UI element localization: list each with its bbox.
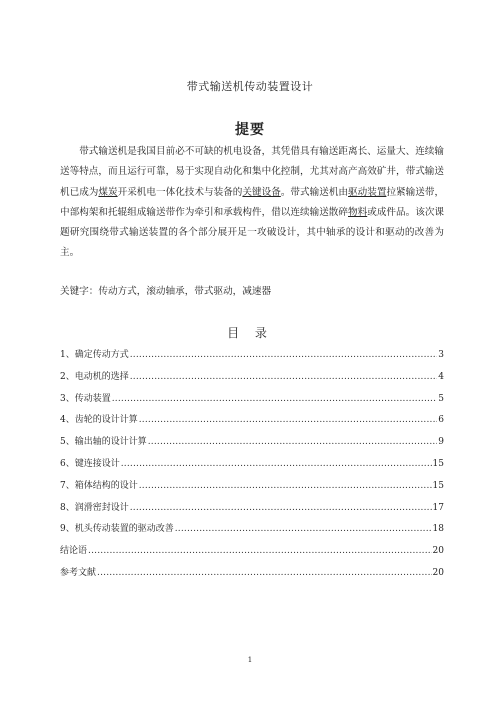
keywords-line: 关键字：传动方式，滚动轴承，带式驱动，减速器	[60, 286, 272, 297]
toc-entry-page: 20	[432, 546, 444, 557]
toc-entry[interactable]	[60, 391, 444, 413]
abstract-text-segment: 或成件品。该次课题研究围绕带式输送装置的各个部分展开足一攻破设计，其中轴承的设计和驱动的改善为主。	[60, 206, 445, 259]
toc-entry-page: 3	[438, 350, 444, 360]
toc-entry-page: 9	[438, 437, 444, 448]
toc-entry-label: 3、传动装置	[60, 393, 111, 404]
abstract-paragraph	[60, 142, 444, 264]
toc-dot-leader	[112, 394, 438, 404]
toc-entry-page: 6	[438, 415, 444, 426]
abstract-text-segment: 带式输送机是我国目前必不可缺的机电设备，其凭借具有输送距离长、运量大、连续输送等特点，而且运行可靠，易于实现自动化和集中化控制，尤其对高产高效矿井，带式输送机已成为	[60, 146, 444, 198]
toc-entry[interactable]	[60, 565, 444, 587]
toc-entry[interactable]	[60, 521, 444, 543]
toc-entry-label: 8、润滑密封设计	[60, 502, 129, 513]
toc-heading: 目 录	[227, 326, 273, 340]
toc-dot-leader	[139, 481, 432, 491]
underlined-term: 物料	[348, 206, 368, 218]
toc-entry-page: 17	[432, 502, 444, 513]
toc-dot-leader	[175, 524, 432, 534]
toc-entry-page: 18	[432, 524, 444, 535]
underlined-term: 驱动装置	[348, 186, 387, 198]
toc-dot-leader	[130, 350, 438, 360]
toc-entry[interactable]	[60, 412, 444, 434]
toc-entry-page: 5	[438, 393, 444, 404]
toc-entry-label: 9、机头传动装置的驱动改善	[60, 524, 174, 535]
underlined-term: 煤炭	[98, 186, 118, 198]
toc-dot-leader	[130, 503, 432, 513]
toc-entry[interactable]	[60, 500, 444, 522]
abstract-text-segment: 拉紧输送带，中部构架和托辊组成输送带作为牵引和承载构件，借以连续输送散碎	[60, 186, 445, 218]
toc-entry[interactable]	[60, 456, 444, 478]
toc-entry-label: 5、输出轴的设计计算	[60, 437, 147, 448]
toc-entry-label: 6、键连接设计	[60, 458, 120, 469]
toc-entry[interactable]	[60, 369, 444, 391]
table-of-contents	[60, 347, 444, 587]
toc-entry-page: 15	[432, 458, 444, 469]
toc-entry-page: 15	[432, 480, 444, 491]
document-title: 带式输送机传动装置设计	[186, 80, 314, 93]
toc-entry-label: 4、齿轮的设计计算	[60, 415, 138, 426]
toc-entry-page: 4	[438, 371, 444, 382]
toc-dot-leader	[130, 372, 438, 382]
toc-entry[interactable]	[60, 543, 444, 565]
abstract-text-segment: 。带式输送机由	[280, 186, 349, 198]
toc-entry[interactable]	[60, 434, 444, 456]
toc-entry-label: 结论语	[60, 546, 88, 557]
underlined-term: 关键设备	[242, 186, 281, 198]
toc-entry-label: 参考文献	[60, 567, 97, 578]
toc-entry-page: 20	[432, 567, 444, 578]
abstract-heading: 提要	[235, 122, 265, 138]
toc-entry-label: 7、箱体结构的设计	[60, 480, 138, 491]
page-number: 1	[247, 656, 253, 664]
toc-dot-leader	[121, 459, 432, 469]
abstract-text-segment: 开采机电一体化技术与装备的	[117, 186, 243, 198]
toc-entry-label: 1、确定传动方式	[60, 350, 129, 360]
toc-entry-label: 2、电动机的选择	[60, 371, 129, 382]
toc-dot-leader	[139, 415, 438, 425]
toc-dot-leader	[97, 568, 432, 578]
toc-entry[interactable]	[60, 478, 444, 500]
toc-dot-leader	[148, 437, 438, 447]
toc-entry[interactable]	[60, 347, 444, 369]
toc-dot-leader	[88, 546, 432, 556]
